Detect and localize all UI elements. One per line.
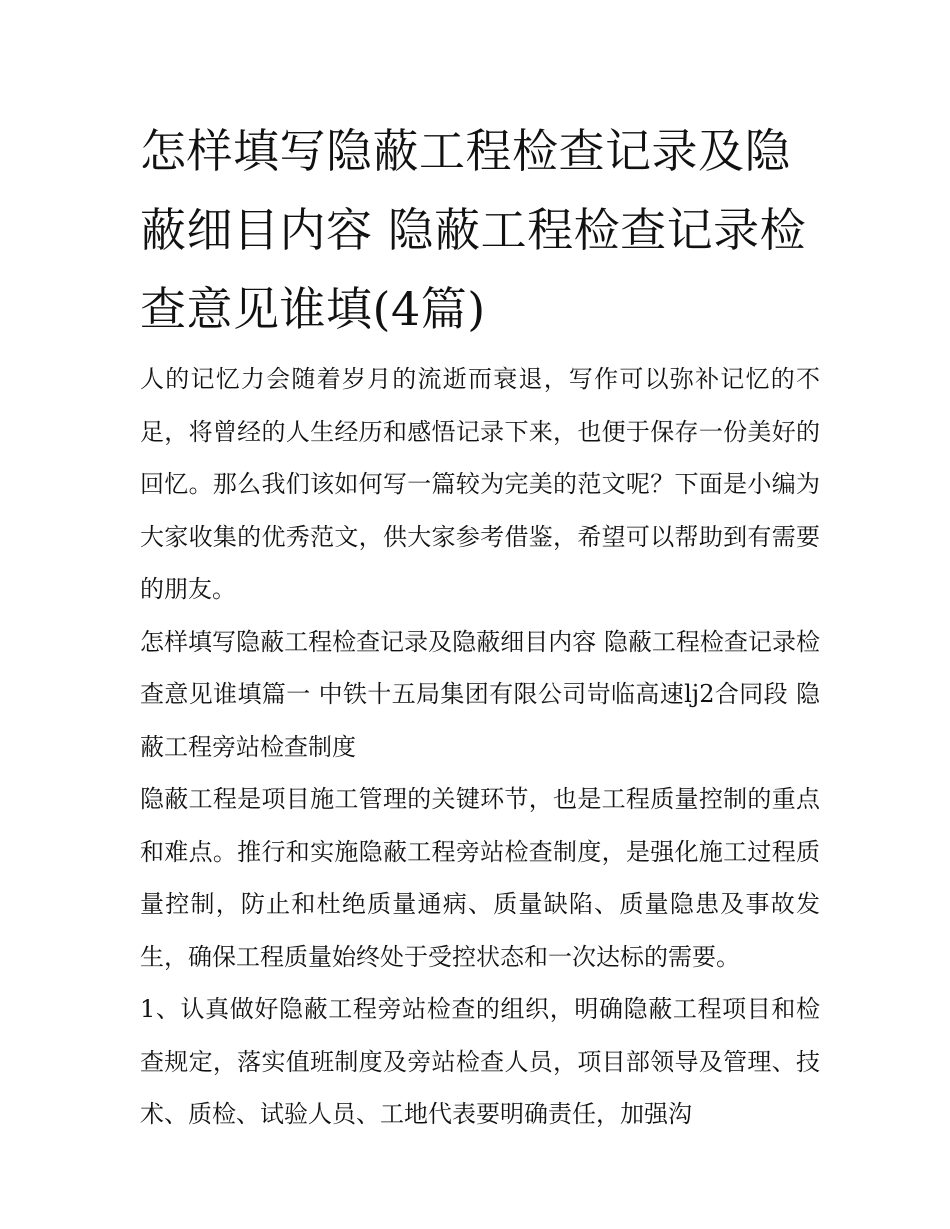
document-body [140, 112, 820, 1141]
intro-paragraph: 人的记忆力会随着岁月的流逝而衰退，写作可以弥补记忆的不足，将曾经的人生经历和感悟记录下来，也便于保存一份美好的回忆。那么我们该如何写一篇较为完美的范文呢？下面是小编为大家收集的优秀范文，供大家参考借鉴，希望可以帮助到有需要的朋友。 [140, 365, 820, 603]
section-heading-paragraph: 怎样填写隐蔽工程检查记录及隐蔽细目内容 隐蔽工程检查记录检查意见谁填篇一 中铁十五局集团有限公司岢临高速lj2合同段 隐蔽工程旁站检查制度 [140, 627, 820, 761]
document-title: 怎样填写隐蔽工程检查记录及隐蔽细目内容 隐蔽工程检查记录检查意见谁填(4篇) [140, 124, 807, 336]
list-item-paragraph: 1、认真做好隐蔽工程旁站检查的组织，明确隐蔽工程项目和检查规定，落实值班制度及旁站检查人员，项目部领导及管理、技术、质检、试验人员、工地代表要明确责任，加强沟 [140, 995, 820, 1128]
body-paragraph: 隐蔽工程是项目施工管理的关键环节，也是工程质量控制的重点和难点。推行和实施隐蔽工程旁站检查制度，是强化施工过程质量控制，防止和杜绝质量通病、质量缺陷、质量隐患及事故发生，确保工程质量始终处于受控状态和一次达标的需要。 [140, 785, 820, 971]
